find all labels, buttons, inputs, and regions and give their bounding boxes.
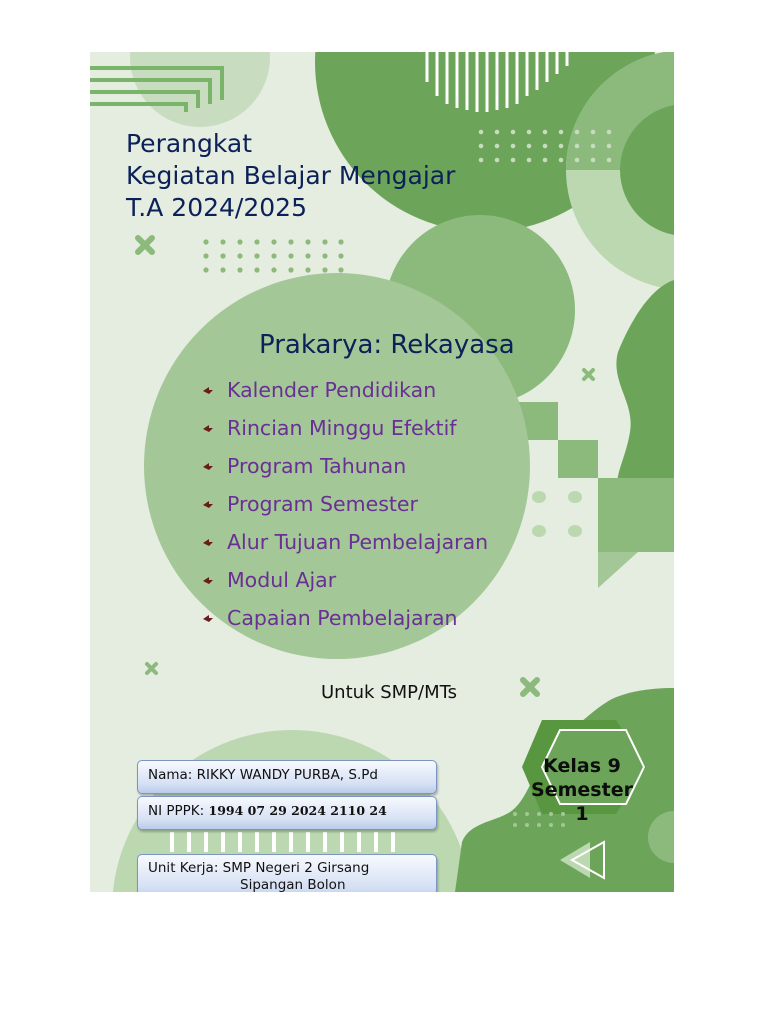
title-line-3: T.A 2024/2025 (126, 193, 307, 222)
title-line-2: Kegiatan Belajar Mengajar (126, 161, 456, 190)
class-label: Kelas 9 (543, 755, 621, 777)
list-item-label: Alur Tujuan Pembelajaran (227, 530, 489, 554)
title-line-1: Perangkat (126, 129, 253, 158)
audience-label: Untuk SMP/MTs (321, 682, 457, 703)
arrow-bullet-icon (202, 498, 214, 510)
list-item (202, 447, 488, 485)
unit-value-line-1: SMP Negeri 2 Girsang (222, 860, 370, 876)
class-semester-label (520, 754, 644, 826)
name-value: RIKKY WANDY PURBA, S.Pd (196, 767, 378, 783)
name-label: Nama: (148, 767, 197, 783)
document-list (202, 371, 488, 637)
arrow-bullet-icon (202, 460, 214, 472)
list-item (202, 561, 488, 599)
list-item (202, 371, 488, 409)
list-item-label: Kalender Pendidikan (227, 378, 437, 402)
list-item-label: Modul Ajar (227, 568, 337, 592)
arrow-bullet-icon (202, 612, 214, 624)
list-item (202, 409, 488, 447)
list-item (202, 485, 488, 523)
subject-title: Prakarya: Rekayasa (259, 330, 515, 360)
list-item-label: Rincian Minggu Efektif (227, 416, 457, 440)
semester-label: Semester (531, 779, 633, 801)
unit-label: Unit Kerja: (148, 860, 223, 876)
semester-number: 1 (575, 803, 589, 825)
cover-page (90, 52, 674, 892)
arrow-bullet-icon (202, 574, 214, 586)
unit-value-line-2: Sipangan Bolon (240, 877, 346, 892)
nip-label: NI PPPK: (148, 803, 209, 819)
list-item-label: Program Semester (227, 492, 418, 516)
nip-box (137, 796, 437, 830)
arrow-bullet-icon (202, 422, 214, 434)
list-item-label: Program Tahunan (227, 454, 407, 478)
list-item (202, 523, 488, 561)
list-item-label: Capaian Pembelajaran (227, 606, 458, 630)
name-box (137, 760, 437, 794)
nip-value: 1994 07 29 2024 2110 24 (208, 803, 387, 818)
arrow-bullet-icon (202, 384, 214, 396)
arrow-bullet-icon (202, 536, 214, 548)
list-item (202, 599, 488, 637)
unit-box (137, 854, 437, 892)
